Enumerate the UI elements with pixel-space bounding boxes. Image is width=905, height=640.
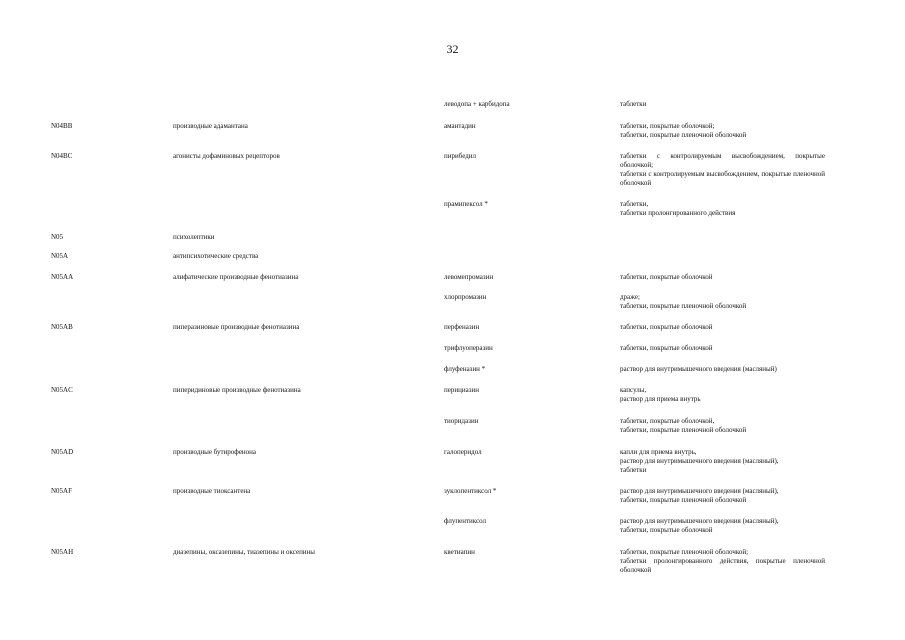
dosage-form-line: таблетки с контролируемым высвобождением, покрытые пленочной оболочкой (620, 170, 825, 187)
group-name-cell: диазепины, оксазепины, тиазепины и оксепины (173, 548, 316, 556)
group-name-cell: производные адамантана (173, 122, 248, 130)
dosage-form-line: раствор для внутримышечного введения (масляный), (620, 457, 779, 465)
dosage-form-line: таблетки с контролируемым высвобождением, покрытые оболочкой; (620, 152, 825, 169)
group-name-cell: производные тиоксантена (173, 487, 251, 495)
atc-code-cell: N05AC (51, 386, 73, 394)
dosage-forms-cell (620, 448, 825, 475)
group-name-cell: психолептики (173, 233, 215, 241)
dosage-forms-cell (620, 548, 825, 575)
dosage-form-line: таблетки, покрытые пленочной оболочкой (620, 131, 747, 139)
group-name-cell: пиперидиновые производные фенотиазина (173, 386, 301, 394)
dosage-form-line: таблетки, покрытые оболочкой; (620, 122, 715, 130)
atc-code-cell: N05AB (51, 323, 73, 331)
dosage-form-line: раствор для приема внутрь (620, 395, 701, 403)
dosage-form-line: таблетки, покрытые оболочкой (620, 273, 713, 281)
drug-name-cell: пирибедил (444, 152, 477, 160)
atc-code-cell: N05AD (51, 448, 74, 456)
dosage-form-line: таблетки (620, 466, 647, 474)
dosage-forms-cell (620, 365, 825, 374)
dosage-forms-cell (620, 517, 825, 535)
atc-code-cell: N05AA (51, 273, 74, 281)
drug-name-cell: кветиапин (444, 548, 475, 556)
drug-name-cell: перициазин (444, 386, 479, 394)
dosage-form-line: таблетки, покрытые оболочкой (620, 526, 713, 534)
dosage-form-line: драже; (620, 293, 640, 301)
drug-name-cell: перфеназин (444, 323, 480, 331)
drug-name-cell: флуфеназин * (444, 365, 486, 373)
dosage-form-line: раствор для внутримышечного введения (масляный) (620, 365, 777, 373)
dosage-form-line: таблетки, покрытые оболочкой, (620, 417, 715, 425)
dosage-form-line: таблетки пролонгированного действия (620, 209, 736, 217)
atc-code-cell: N05A (51, 252, 69, 260)
dosage-form-line: таблетки, покрытые оболочкой (620, 344, 713, 352)
drug-name-cell: трифлуоперазин (444, 344, 493, 352)
drug-name-cell: прамипексол * (444, 200, 488, 208)
dosage-form-line: таблетки, покрытые пленочной оболочкой (620, 426, 747, 434)
dosage-form-line: таблетки (620, 100, 647, 108)
atc-code-cell: N05 (51, 233, 64, 241)
dosage-forms-cell (620, 323, 825, 332)
drug-name-cell: хлорпромазин (444, 293, 487, 301)
dosage-form-line: раствор для внутримышечного введения (масляный), (620, 517, 779, 525)
dosage-forms-cell (620, 386, 825, 404)
dosage-form-line: капли для приема внутрь, (620, 448, 697, 456)
group-name-cell: агонисты дофаминовых рецепторов (173, 152, 280, 160)
dosage-forms-cell (620, 344, 825, 353)
dosage-form-line: таблетки, покрытые пленочной оболочкой (620, 496, 747, 504)
group-name-cell: производные бутирофенона (173, 448, 257, 456)
dosage-forms-cell (620, 200, 825, 218)
dosage-forms-cell (620, 417, 825, 435)
atc-code-cell: N05AF (51, 487, 73, 495)
drug-name-cell: левомепромазин (444, 273, 494, 281)
dosage-form-line: таблетки, покрытые оболочкой (620, 323, 713, 331)
dosage-forms-cell (620, 100, 825, 109)
atc-code-cell: N05AH (51, 548, 74, 556)
dosage-forms-cell (620, 293, 825, 311)
atc-code-cell: N04BB (51, 122, 73, 130)
dosage-forms-cell (620, 487, 825, 505)
dosage-form-line: таблетки, (620, 200, 649, 208)
dosage-form-line: раствор для внутримышечного введения (масляный), (620, 487, 779, 495)
drug-name-cell: флупентиксол (444, 517, 486, 525)
dosage-form-line: таблетки, покрытые пленочной оболочкой (620, 302, 747, 310)
page-number: 32 (446, 42, 459, 56)
drug-name-cell: зуклопентиксол * (444, 487, 497, 495)
dosage-forms-cell (620, 273, 825, 282)
dosage-form-line: капсулы, (620, 386, 647, 394)
group-name-cell: антипсихотические средства (173, 252, 259, 260)
dosage-forms-cell (620, 122, 825, 140)
drug-name-cell: галоперидол (444, 448, 482, 456)
drug-name-cell: леводопа + карбидопа (444, 100, 510, 108)
drug-name-cell: амантадин (444, 122, 476, 130)
dosage-form-line: таблетки, покрытые пленочной оболочкой; (620, 548, 749, 556)
group-name-cell: алифатические производные фенотиазина (173, 273, 299, 281)
dosage-forms-cell (620, 152, 825, 188)
atc-code-cell: N04BC (51, 152, 73, 160)
group-name-cell: пиперазиновые производные фенотиазина (173, 323, 300, 331)
dosage-form-line: таблетки пролонгированного действия, покрытые пленочной оболочкой (620, 557, 825, 574)
drug-name-cell: тиоридазин (444, 417, 479, 425)
